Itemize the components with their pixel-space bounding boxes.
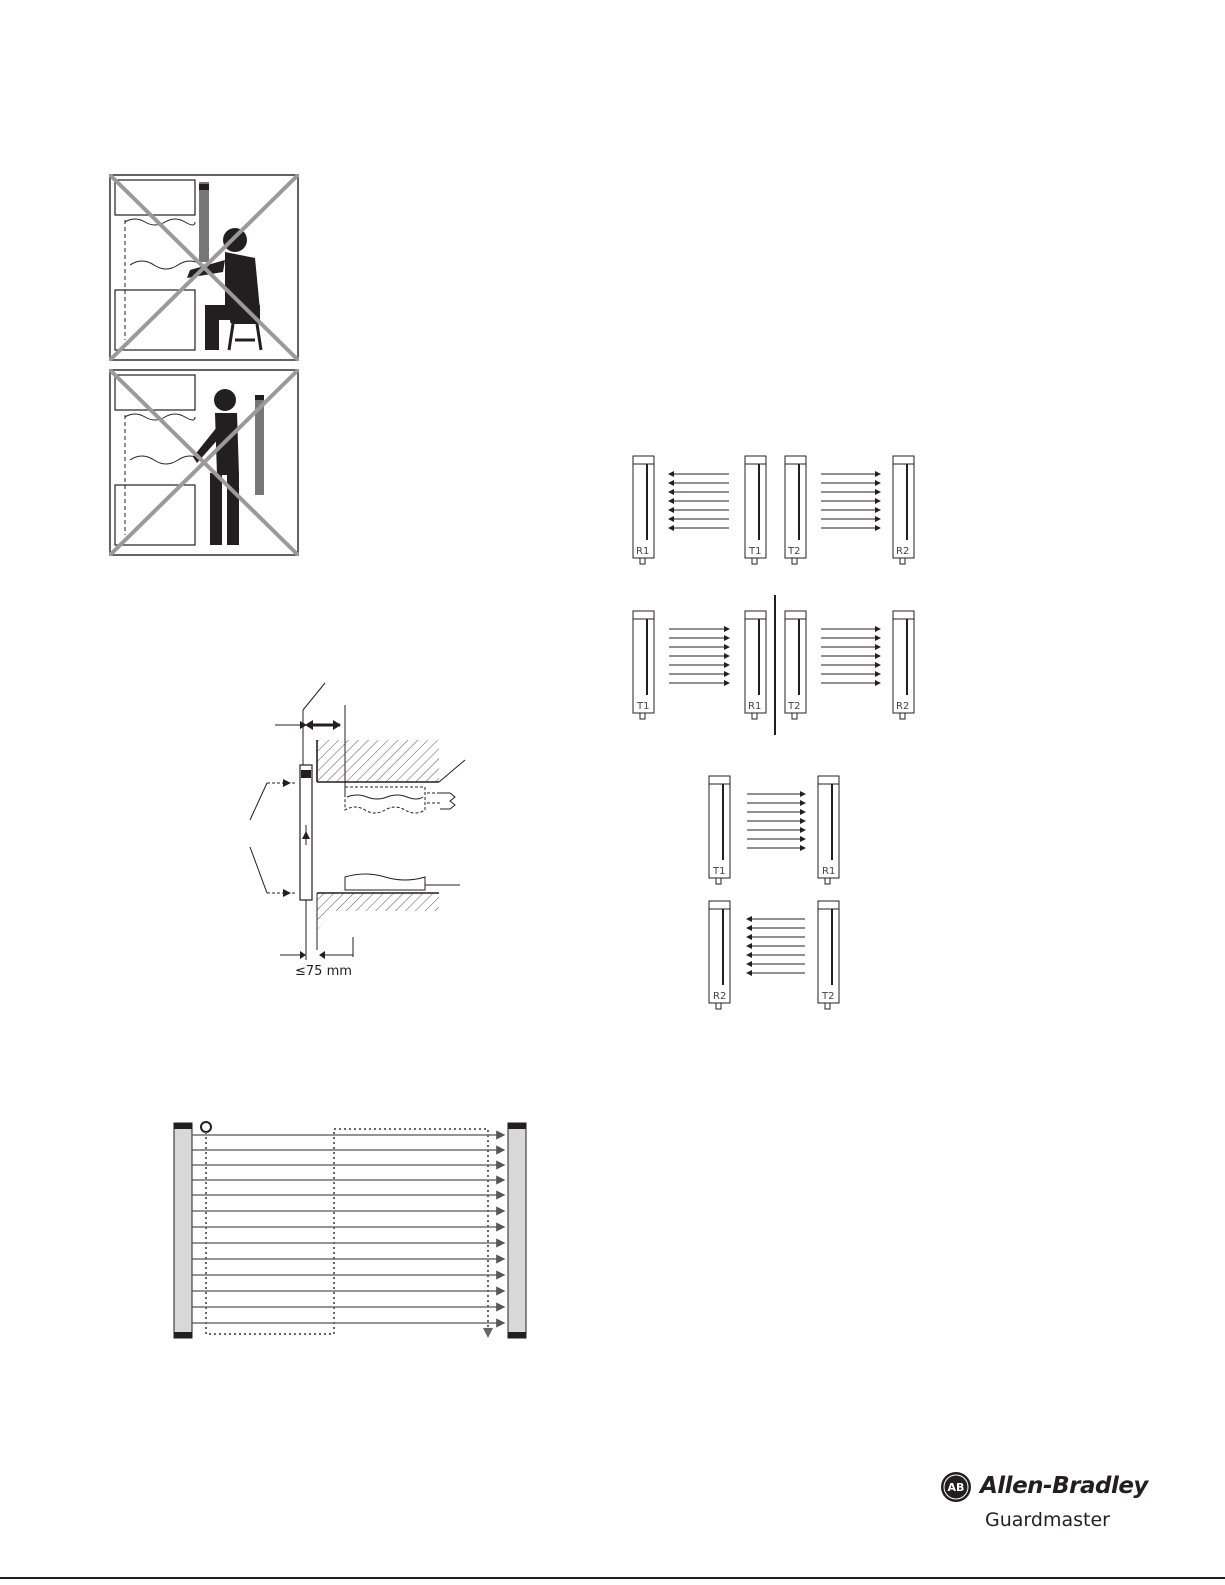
receiver-unit	[508, 1123, 526, 1338]
row3-top-label-2: R1	[822, 866, 836, 877]
transmitter-unit	[174, 1123, 192, 1338]
multi-system-figure	[625, 450, 930, 1020]
incorrect-mounting-figure	[105, 170, 305, 565]
product-line-name: Guardmaster	[985, 1509, 1110, 1531]
row1-label-4: R2	[896, 546, 910, 557]
row2-label-3: T2	[788, 701, 801, 712]
row3-bottom-units	[709, 901, 839, 1009]
row2-units	[633, 595, 914, 735]
dimension-label: ≤75 mm	[295, 964, 352, 979]
row1-label-1: R1	[636, 546, 650, 557]
bottom-rule	[0, 1577, 1225, 1579]
ab-badge-text: AB	[947, 1481, 965, 1494]
row1-label-3: T2	[788, 546, 801, 557]
panel-standing-operator	[110, 370, 298, 555]
brand-logo	[940, 1465, 1148, 1535]
row2-label-4: R2	[896, 701, 910, 712]
row3-bottom-label-2: T2	[822, 991, 835, 1002]
row2-label-2: R1	[748, 701, 762, 712]
company-name: Allen-Bradley	[980, 1473, 1148, 1499]
row3-top-label-1: T1	[713, 866, 726, 877]
beam-scan-figure	[170, 1118, 530, 1350]
panel-seated-operator	[110, 175, 298, 360]
row3-top-units	[709, 776, 839, 884]
sync-beam-marker	[201, 1122, 211, 1132]
mounting-distance-figure	[245, 675, 475, 985]
row1-units	[633, 456, 914, 564]
row2-label-1: T1	[637, 701, 650, 712]
row1-label-2: T1	[749, 546, 762, 557]
ab-badge-icon	[940, 1471, 972, 1503]
row3-bottom-label-1: R2	[713, 991, 727, 1002]
